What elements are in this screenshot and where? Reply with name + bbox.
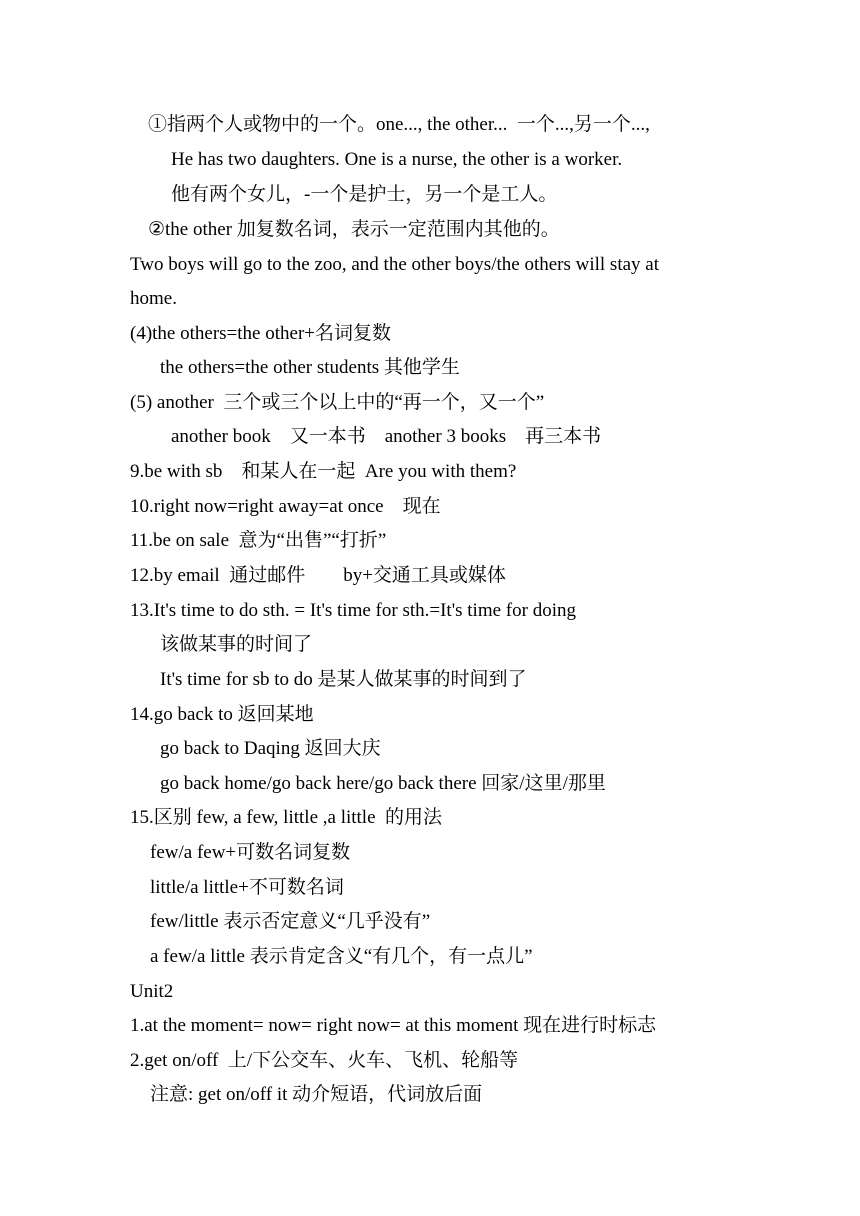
text-line: a few/a little 表示肯定含义“有几个，有一点儿” [150, 946, 533, 967]
text-line: few/a few+可数名词复数 [150, 842, 351, 863]
text-line: 注意: get on/off it 动介短语，代词放后面 [150, 1084, 483, 1105]
text-line: go back to Daqing 返回大庆 [160, 738, 381, 759]
text-line: 14.go back to 返回某地 [130, 704, 314, 725]
text-line: little/a little+不可数名词 [150, 877, 344, 898]
text-line: 10.right now=right away=at once 现在 [130, 496, 441, 517]
text-line: the others=the other students 其他学生 [160, 357, 460, 378]
text-line: few/little 表示否定意义“几乎没有” [150, 911, 431, 932]
text-line: Two boys will go to the zoo, and the other boys/the others will stay at [130, 254, 660, 275]
text-line: 该做某事的时间了 [160, 634, 313, 655]
text-line: (4)the others=the other+名词复数 [130, 323, 391, 344]
text-line: 15.区别 few, a few, little ,a little 的用法 [130, 807, 443, 828]
text-line: ①指两个人或物中的一个。one..., the other... 一个...,另一个..., [148, 114, 650, 135]
unit-heading: Unit2 [130, 981, 174, 1002]
text-line: home. [130, 288, 177, 309]
text-line: He has two daughters. One is a nurse, the other is a worker. [171, 149, 623, 170]
text-line: (5) another 三个或三个以上中的“再一个，又一个” [130, 392, 545, 413]
text-line: 2.get on/off 上/下公交车、火车、飞机、轮船等 [130, 1050, 519, 1071]
text-line: 11.be on sale 意为“出售”“打折” [130, 530, 387, 551]
text-line: 他有两个女儿，-一个是护士，另一个是工人。 [171, 184, 558, 205]
text-line: 9.be with sb 和某人在一起 Are you with them? [130, 461, 517, 482]
text-line: 12.by email 通过邮件 by+交通工具或媒体 [130, 565, 506, 586]
text-line: 1.at the moment= now= right now= at this moment 现在进行时标志 [130, 1015, 657, 1036]
text-line: 13.It's time to do sth. = It's time for sth.=It's time for doing [130, 600, 576, 621]
text-line: another book 又一本书 another 3 books 再三本书 [171, 426, 602, 447]
text-line: go back home/go back here/go back there 回家/这里/那里 [160, 773, 606, 794]
text-line: It's time for sb to do 是某人做某事的时间到了 [160, 669, 527, 690]
text-line: ②the other 加复数名词，表示一定范围内其他的。 [148, 219, 560, 240]
